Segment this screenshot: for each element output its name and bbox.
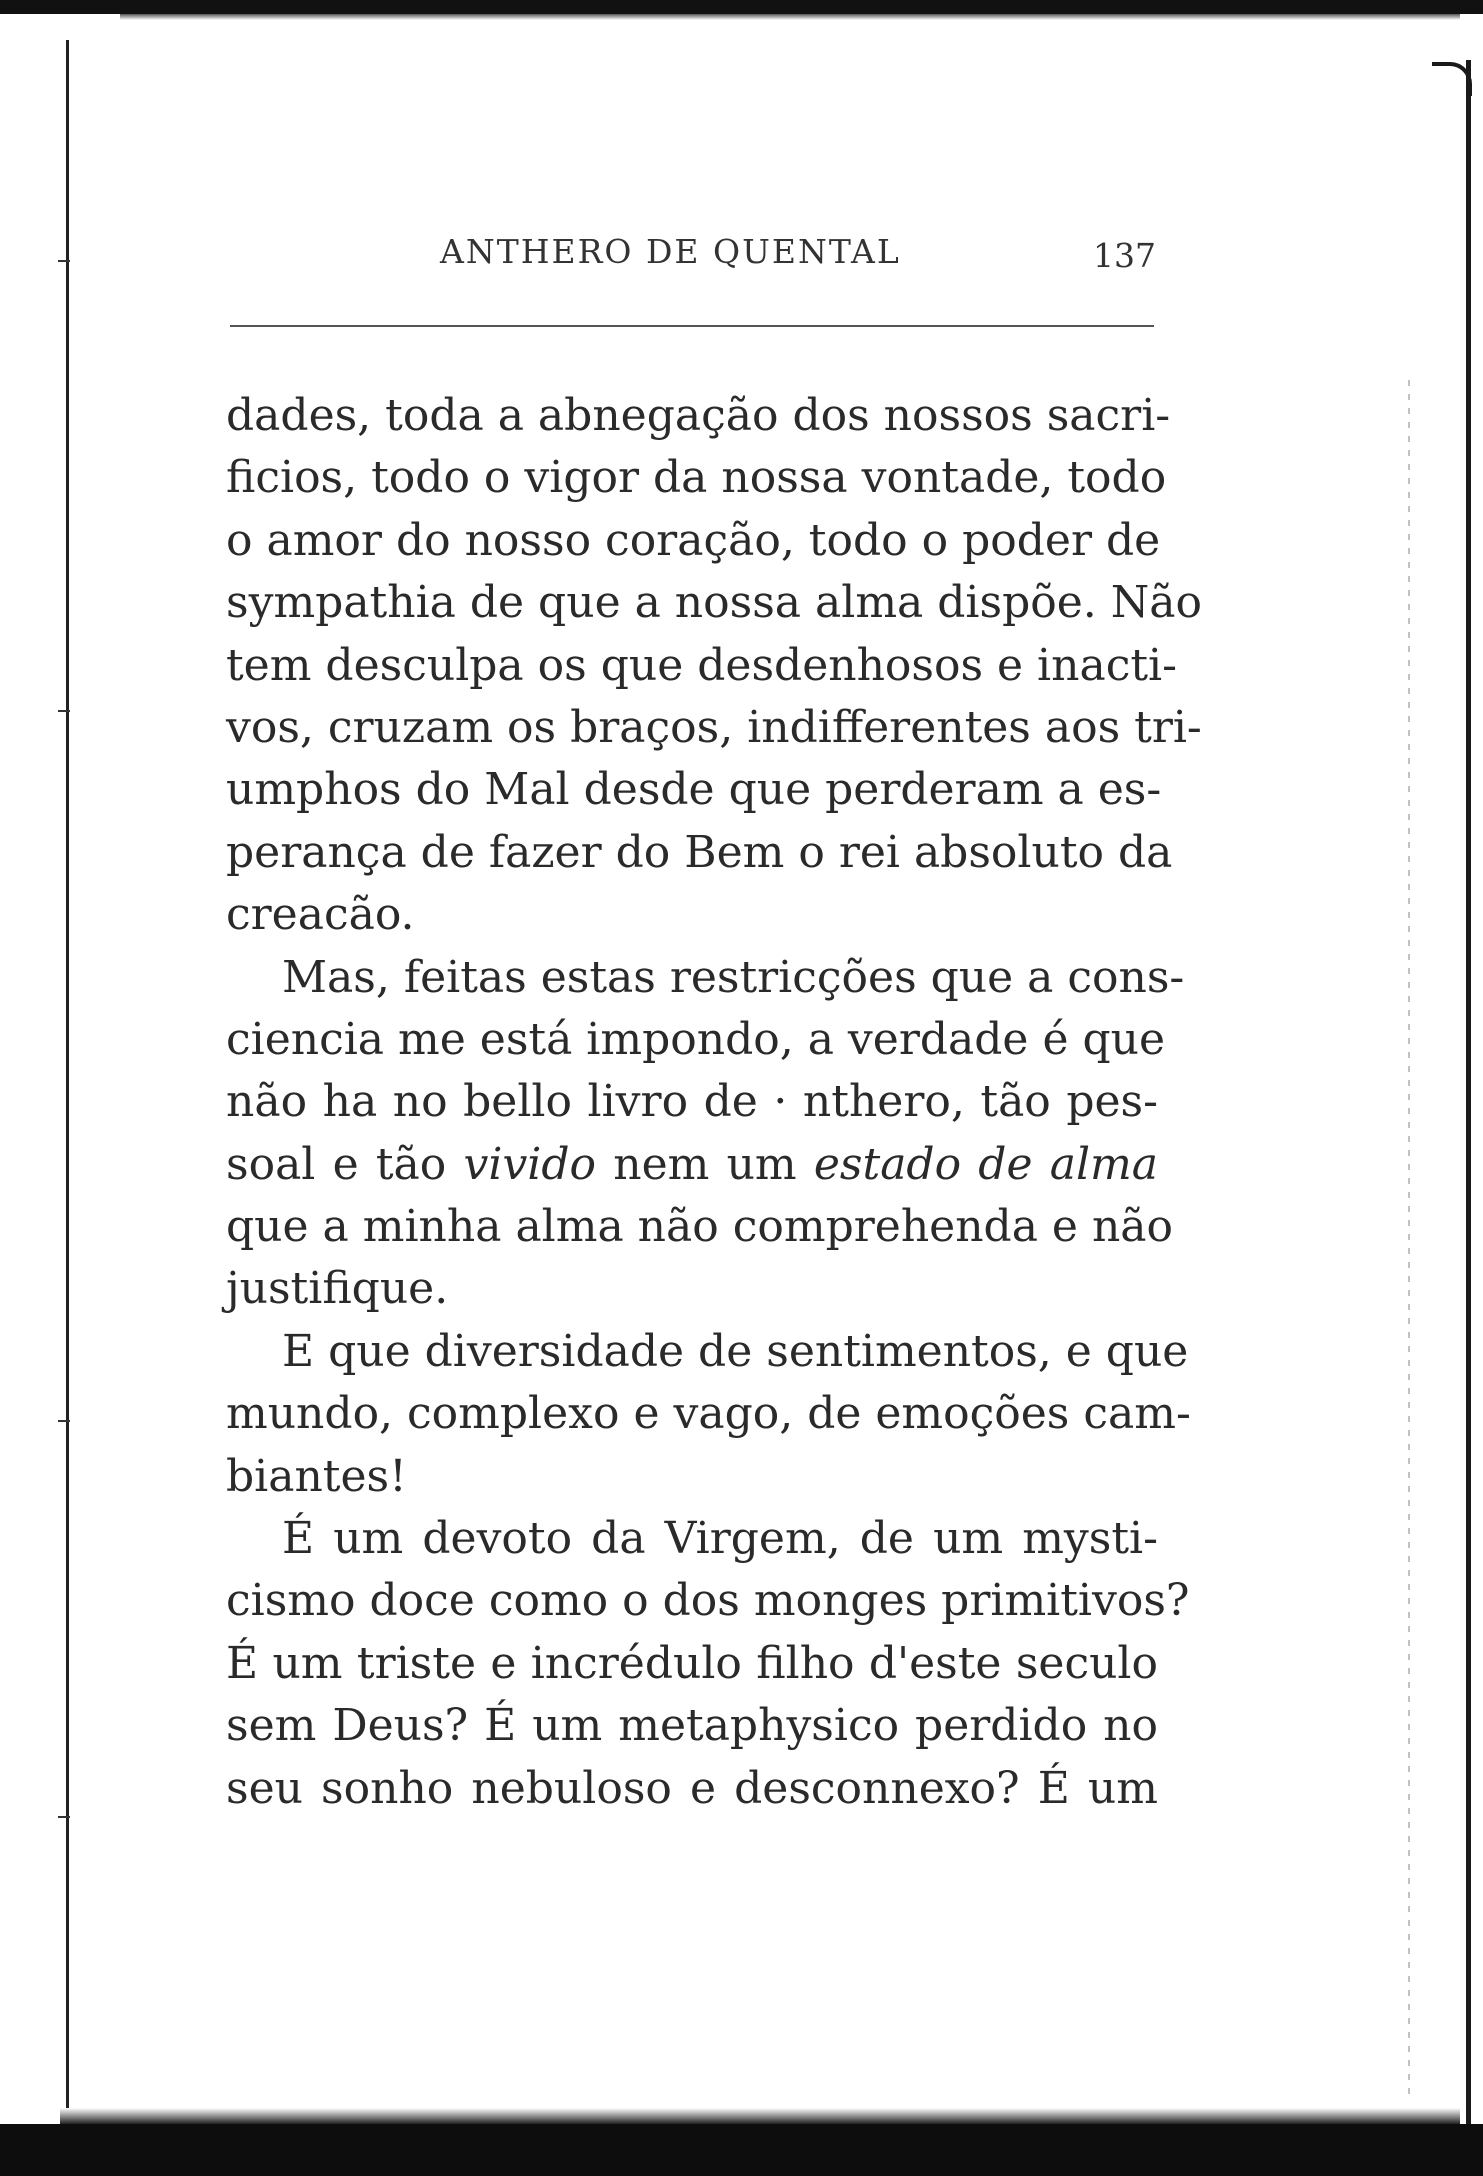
- text-line: sem Deus? É um metaphysico perdido no: [226, 1700, 1158, 1752]
- running-title: ANTHERO DE QUENTAL: [440, 232, 901, 271]
- text-line: creacão.: [226, 889, 415, 941]
- text-line: vos, cruzam os braços, indifferentes aos tri-: [226, 701, 1202, 753]
- scan-top-edge: [0, 0, 1483, 14]
- text-line: umphos do Mal desde que perderam a es-: [226, 764, 1162, 816]
- text-line: É um triste e incrédulo filho d'este seculo: [226, 1637, 1158, 1689]
- scan-top-shadow: [120, 14, 1460, 20]
- text-line: não ha no bello livro de · nthero, tão pes-: [226, 1076, 1158, 1128]
- scan-left-tick: [58, 710, 70, 712]
- text-line: É um devoto da Virgem, de um mysti-: [282, 1513, 1158, 1565]
- scan-left-tick: [58, 1420, 70, 1422]
- scan-right-edge: [1466, 60, 1471, 2130]
- text-line: biantes!: [226, 1450, 407, 1502]
- text-line: o amor do nosso coração, todo o poder de: [226, 514, 1161, 566]
- scan-left-tick: [58, 1816, 70, 1818]
- text-line: cismo doce como o dos monges primitivos?: [226, 1575, 1190, 1627]
- text-run: soal e tão: [226, 1138, 464, 1190]
- scan-left-tick: [58, 260, 70, 262]
- page-number: 137: [1093, 236, 1156, 275]
- scan-right-bleed: [1408, 380, 1410, 2100]
- text-line: que a minha alma não comprehenda e não: [226, 1201, 1174, 1253]
- body-text: [226, 385, 1202, 1820]
- text-line: seu sonho nebuloso e desconnexo? É um: [226, 1762, 1158, 1814]
- italic-run: estado de alma: [813, 1138, 1159, 1190]
- text-line: tem desculpa os que desdenhosos e inacti-: [226, 639, 1177, 691]
- text-line: sympathia de que a nossa alma dispõe. Não: [226, 577, 1202, 629]
- text-line-mixed: [226, 1134, 1158, 1196]
- scan-left-edge: [66, 40, 69, 2120]
- text-line: perança de fazer do Bem o rei absoluto da: [226, 826, 1173, 878]
- header-rule: [230, 325, 1154, 327]
- text-line: mundo, complexo e vago, de emoções cam-: [226, 1388, 1191, 1440]
- text-run: nem um: [596, 1138, 814, 1190]
- scan-bottom-shadow: [60, 2108, 1460, 2124]
- scan-bottom-edge: [0, 2124, 1483, 2176]
- text-line: dades, toda a abnegação dos nossos sacri-: [226, 390, 1171, 441]
- page-header: [230, 232, 1156, 292]
- text-line: justifique.: [226, 1263, 449, 1315]
- text-line: E que diversidade de sentimentos, e que: [282, 1325, 1189, 1377]
- italic-run: vivido: [463, 1138, 597, 1190]
- text-line: ciencia me está impondo, a verdade é que: [226, 1013, 1166, 1065]
- text-line: Mas, feitas estas restricções que a cons-: [282, 951, 1185, 1003]
- text-line: ficios, todo o vigor da nossa vontade, todo: [226, 452, 1167, 504]
